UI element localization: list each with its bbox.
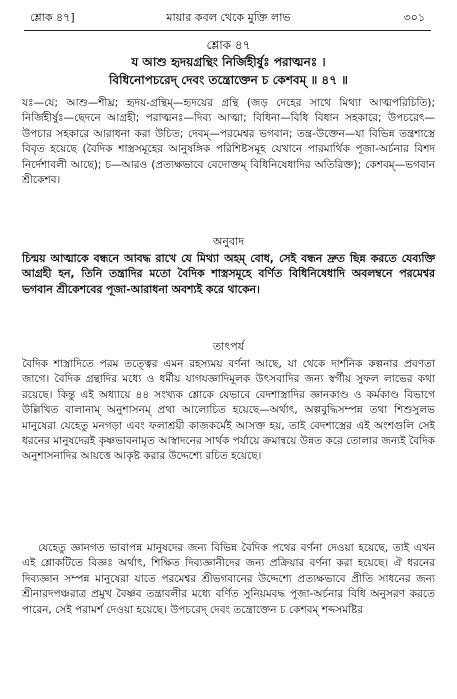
verse-line-1: য আশু হৃদয়গ্রন্থিং নির্জিহীর্ষুঃ পরাত্মনঃ । [131, 55, 326, 69]
word-synonyms: যঃ—যে; আশু—শীঘ্র; হৃদয়-গ্রন্থিম্—হৃদয়ের গ্রন্থি (জড় দেহের সাথে মিথ্যা আত্মপরিচিতি); নির্জিহীর্ষুঃ—ছেদনে আগ্রহী; পরাত্মনঃ—দিব্য আত্মা; বিধিনা—বিধি বিধান সহকারে; উপচরেৎ—উপচার সহকারে আরাধনা করা উচিত; দেবম্—পরমেশ্বর ভগবান; তন্ত্র-উক্তেন—যা বিভিন্ন তন্ত্রশাস্ত্রে বিবৃত হয়েছে (বৈদিক শাস্ত্রসমূহের আনুষঙ্গিক পরিশিষ্টসমূহ যেখানে পারমার্থিক পূজা-অর্চনার বিশদ নির্দেশাবলী আছে); চ—আরও (প্রত্যক্ষভাবে বেদোক্তম্ বিধিনিষেধাদির অতিরিক্ত); কেশবম্—ভগবান শ্রীকেশব। [22, 97, 435, 187]
verse-line-2: বিধিনোপচরেদ্ দেবং তন্ত্রোক্তেন চ কেশবম্ ॥ ৪৭ ॥ [109, 73, 348, 87]
translation-heading: অনুবাদ [212, 235, 245, 248]
header-verse-ref: শ্লোক ৪৭] [30, 11, 75, 24]
verse-number: শ্লোক ৪৭ [206, 38, 251, 52]
purport-paragraph-2: যেহেতু জ্ঞানগত ভাবাপন্ন মানুষদের জন্য বিভিন্ন বৈদিক পথের বর্ণনা দেওয়া হয়েছে, তাই এখন এই শ্লোকটিতে বিজ্ঞঃ অর্থাৎ, শিক্ষিত দিব্যজ্ঞানীদের জন্য প্রক্রিয়ার বর্ণনা করা হয়েছে। ঐ ধরনের দিব্যজ্ঞান সম্পন্ন মানুষেরা যাতে পরমেশ্বর শ্রীভগবানের উদ্দেশ্যে প্রত্যক্ষভাবে প্রীতি সাধনের জন্য শ্রীনারদপঞ্চরাত্র প্রমুখ বৈষ্ণব তন্ত্রাবলীর মধ্যে বর্ণিত সুনিয়মবদ্ধ পূজা-অর্চনার বিধি অনুসরণ করতে পারেন, সেই পরামর্শ দেওয়া হয়েছে। উপচরেদ্ দেবং তন্ত্রোক্তেন চ কেশবম্ শব্দসমষ্টির [22, 542, 435, 616]
header-divider [24, 30, 431, 31]
purport-paragraph-1: বৈদিক শাস্ত্রাদিতে পরম তত্ত্বের এমন রহস্যময় বর্ণনা আছে, যা থেকে দার্শনিক কল্পনার প্রবণতা জাগে। বৈদিক গ্রন্থাদির মধ্যে ও ধর্মীয় যাগযজ্ঞাদিমূলক উৎসবাদির জন্য স্বর্গীয় সুফল লাভের কথা রয়েছে। কিন্তু এই অধ্যায়ে ৪৪ সংখ্যক শ্লোকে যেভাবে বেদশাস্ত্রাদির জ্ঞানকাণ্ড ও কর্মকাণ্ড বিভাগে উল্লিখিত বালানাম্ অনুশাসনম্ প্রথা আলোচিত হয়েছে—অর্থাৎ, অল্পবুদ্ধিসম্পন্ন তথা শিশুসুলভ মানুষেরা যেহেতু মনগড়া এবং ফলাশ্রয়ী কাজকর্মেই আসক্ত হয়, তাই বেদশাস্ত্রের এই অংশগুলি সেই ধরনের মানুষদেরই কৃষ্ণভাবনামৃত আস্বাদনের সার্থক পর্যায়ে ক্রমান্বয়ে উন্নত করে তোলার জন্যই বৈদিক অনুশাসনাদির আয়ত্তে আকৃষ্ট করার উদ্দেশ্যে রচিত হয়েছে। [22, 358, 435, 463]
running-header [22, 10, 435, 26]
header-chapter-title: মায়ার কবল থেকে মুক্তি লাভ [166, 11, 291, 24]
page-number: ৩০১ [403, 11, 425, 24]
purport-heading: তাৎপর্য [212, 340, 245, 353]
book-page [22, 0, 435, 699]
translation-text: চিন্ময় আত্মাকে বন্ধনে আবদ্ধ রাখে যে মিথ্যা অহম্ বোধ, সেই বন্ধন দ্রুত ছিন্ন করতে যেব্যক্তি আগ্রহী হন, তিনি তন্ত্রাদির মতো বৈদিক শাস্ত্রসমূহে বর্ণিত বিধিনিষেধাদি অবলম্বনে পরমেশ্বর ভগবান শ্রীকেশবের পূজা-আরাধনা অবশ্যই করে থাকেন। [22, 252, 435, 296]
